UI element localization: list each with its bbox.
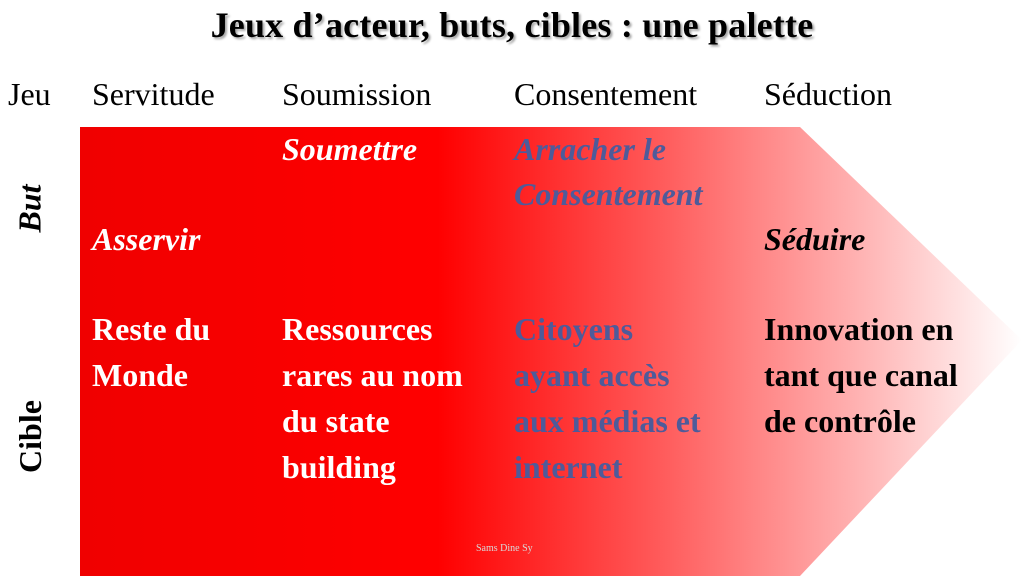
target-consentement — [514, 306, 701, 490]
target-servitude-line: Reste du — [92, 311, 211, 347]
header-seduction: Séduction — [764, 76, 892, 112]
target-consentement-line: Citoyens — [514, 311, 634, 347]
target-servitude-line: Monde — [92, 357, 188, 393]
header-servitude: Servitude — [92, 76, 215, 112]
target-consentement-line: internet — [514, 449, 623, 485]
author-credit: Sams Dine Sy — [476, 543, 533, 554]
header-soumission: Soumission — [282, 76, 432, 112]
target-soumission-line: Ressources — [282, 311, 433, 347]
goal-consentement-line2: Consentement — [514, 176, 703, 212]
target-soumission-line: rares au nom — [282, 357, 463, 393]
target-soumission-line: du state — [282, 403, 390, 439]
target-soumission-line: building — [282, 449, 396, 485]
header-consentement: Consentement — [514, 76, 698, 112]
slide-title: Jeux d’acteur, buts, cibles : une palette — [210, 5, 814, 45]
target-seduction-line: Innovation en — [764, 311, 954, 347]
target-seduction-line: tant que canal — [764, 357, 958, 393]
target-seduction-line: de contrôle — [764, 403, 916, 439]
goal-seduction: Séduire — [764, 221, 866, 257]
row-label-but: But — [11, 184, 48, 233]
goal-soumission: Soumettre — [282, 131, 418, 167]
target-servitude — [92, 306, 210, 398]
header-jeu: Jeu — [8, 76, 51, 112]
target-consentement-line: aux médias et — [514, 403, 701, 439]
goal-consentement-line1: Arracher le — [514, 131, 666, 167]
target-soumission — [282, 306, 463, 490]
target-consentement-line: ayant accès — [514, 357, 670, 393]
row-label-cible: Cible — [11, 400, 48, 473]
target-seduction — [764, 306, 958, 444]
goal-servitude: Asservir — [92, 221, 201, 257]
